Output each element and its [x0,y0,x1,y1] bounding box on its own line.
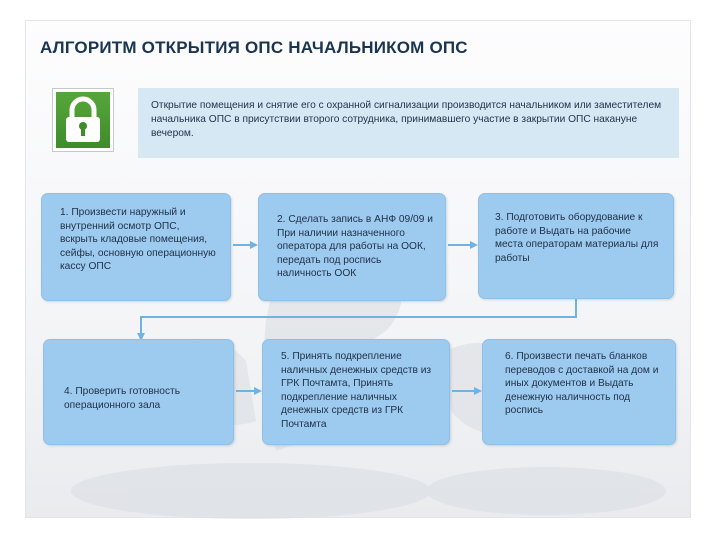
connector-3-4 [141,299,576,337]
step-text-3: 3. Подготовить оборудование к работе и Выдать на рабочие места операторам материалы для работы [495,212,659,264]
step-box-2 [258,193,446,301]
intro-text: Открытие помещения и снятие его с охранной сигнализации производится начальником или заместителем начальника ОПС в присутствии второго сотрудника, принимавшего участие в закрытии ОПС накануне вечером. [151,100,662,139]
step-text-1: 1. Произвести наружный и внутренний осмотр ОПС, вскрыть кладовые помещения, сейфы, основную операционную кассу ОПС [60,207,216,273]
step-box-1 [41,193,231,301]
step-text-4: 4. Проверить готовность операционного зала [64,386,181,411]
step-text-2: 2. Сделать запись в АНФ 09/09 и При наличии назначенного оператора для работы на ООК, передать под роспись наличность ООК [277,214,433,280]
step-box-4 [43,339,234,445]
step-text-6: 6. Произвести печать бланков переводов с доставкой на дом и иных документов и Выдать денежную наличность под роспись [505,351,659,417]
page-title: АЛГОРИТМ ОТКРЫТИЯ ОПС НАЧАЛЬНИКОМ ОПС [40,38,468,57]
step-box-6 [482,339,676,445]
step-box-3 [478,193,674,299]
step-text-5: 5. Принять подкрепление наличных денежных средств из ГРК Почтамта, Принять подкрепление наличных денежных средств из ГРК Почтамта [281,351,432,430]
step-box-5 [262,339,450,445]
slide [25,20,691,518]
